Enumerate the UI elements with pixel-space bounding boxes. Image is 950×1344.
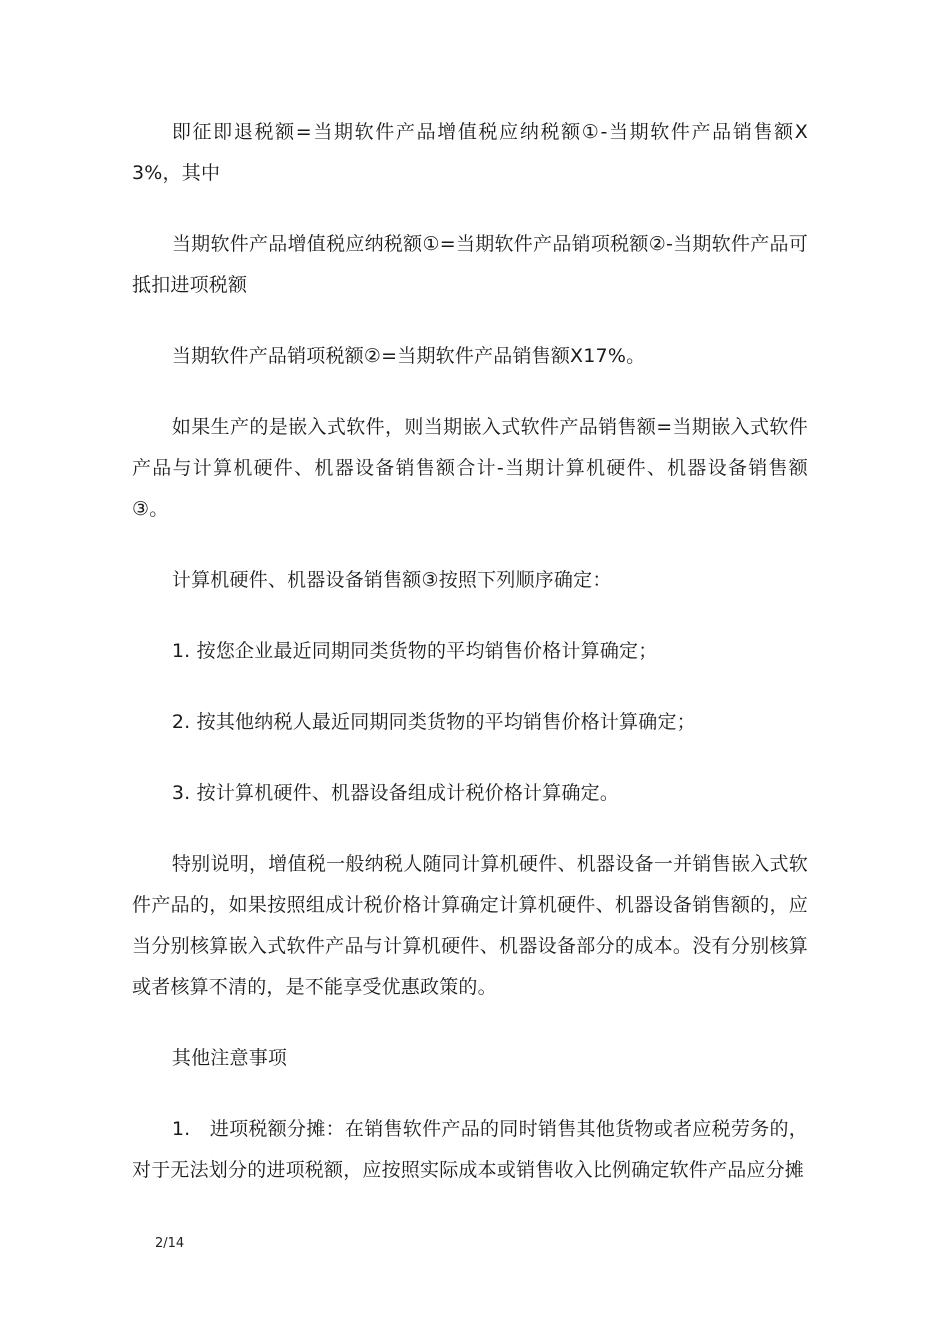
paragraph-tax-payable-formula: 当期软件产品增值税应纳税额①=当期软件产品销项税额②-当期软件产品可抵扣进项税额 [132, 233, 808, 296]
document-body [132, 112, 808, 1221]
paragraph-embedded-software: 如果生产的是嵌入式软件，则当期嵌入式软件产品销售额=当期嵌入式软件产品与计算机硬件、机器设备销售额合计-当期计算机硬件、机器设备销售额③。 [132, 416, 808, 520]
page-number: 2/14 [155, 1236, 185, 1251]
paragraph-output-tax-formula: 当期软件产品销项税额②=当期软件产品销售额Ⅹ17%。 [171, 345, 646, 367]
list-item-2: 2. 按其他纳税人最近同期同类货物的平均销售价格计算确定； [171, 711, 696, 733]
paragraph-refund-formula: 即征即退税额=当期软件产品增值税应纳税额①-当期软件产品销售额Ⅹ3%，其中 [132, 121, 808, 184]
paragraph-input-tax-allocation: 1. 进项税额分摊：在销售软件产品的同时销售其他货物或者应税劳务的，对于无法划分的进项税额，应按照实际成本或销售收入比例确定软件产品应分摊 [132, 1118, 808, 1181]
section-heading-other-notes: 其他注意事项 [171, 1047, 288, 1069]
paragraph-special-note: 特别说明，增值税一般纳税人随同计算机硬件、机器设备一并销售嵌入式软件产品的，如果按照组成计税价格计算确定计算机硬件、机器设备销售额的，应当分别核算嵌入式软件产品与计算机硬件、机器设备部分的成本。没有分别核算或者核算不清的，是不能享受优惠政策的。 [132, 853, 808, 998]
list-item-3: 3. 按计算机硬件、机器设备组成计税价格计算确定。 [171, 782, 620, 804]
list-item-1: 1. 按您企业最近同期同类货物的平均销售价格计算确定； [171, 640, 658, 662]
paragraph-order-intro: 计算机硬件、机器设备销售额③按照下列顺序确定： [171, 569, 612, 591]
